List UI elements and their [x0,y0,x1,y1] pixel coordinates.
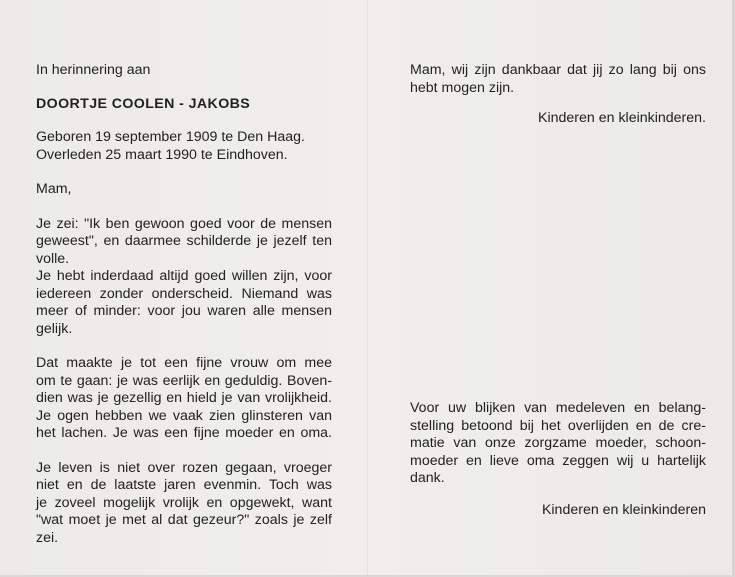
death-line: Overleden 25 maart 1990 te Eindhoven. [36,146,288,163]
text-line: het lachen. Je was een fijne moeder en oma. [36,425,332,441]
intro-text: In herinnering aan [36,62,151,78]
text-line: gelijk. [36,320,73,337]
text-line: iedereen zonder onderscheid. Niemand was [36,285,332,302]
deceased-name: DOORTJE COOLEN - JAKOBS [36,95,251,112]
text-line: Je ogen hebben we vaak zien glinsteren van [36,407,332,424]
text-line: "wat moet je met al dat gezeur?" zoals je zelf [36,512,332,528]
text-line: stelling betoond bij het overlijden en de cre- [410,417,706,434]
text-line: hebt mogen zijn. [410,79,515,96]
paragraph-2 [36,355,332,443]
top-signature: Kinderen en kleinkinderen. [538,110,706,126]
text-line: dank. [410,470,445,486]
text-line: geweest", en daarmee schilderde je jezelf ten [36,233,332,249]
text-line: moeder en lieve oma zeggen wij u hartelijk [410,452,706,469]
text-line: Voor uw blijken van medeleven en belang- [410,400,706,416]
birth-line: Geboren 19 september 1909 te Den Haag. [36,129,305,145]
text-line: volle. [36,250,70,267]
text-line: je zoveel mogelijk vrolijk en opgewekt, want [36,494,332,511]
left-page [36,62,332,547]
text-line: meer of minder: voor jou waren alle mensen [36,303,332,319]
right-thanks-block [410,400,706,519]
text-line: Je leven is niet over rozen gegaan, vroeger [36,459,332,476]
salutation: Mam, [36,181,72,197]
text-line: om te gaan: je was eerlijk en geduldig. Boven- [36,372,332,389]
paragraph-3 [36,460,332,548]
bottom-signature: Kinderen en kleinkinderen [541,501,706,518]
text-line: Je zei: "Ik ben gewoon goed voor de mensen [36,215,332,232]
text-line: Mam, wij zijn dankbaar dat jij zo lang bij ons [410,62,706,78]
text-line: Je hebt inderdaad altijd goed willen zijn, voor [36,268,332,284]
card-fold [367,0,368,577]
text-line: Dat maakte je tot een fijne vrouw om mee [36,355,332,371]
text-line: zei. [36,529,59,546]
text-line: dien was je gezellig en hield je van vrolijkheid. [36,390,332,406]
text-line: niet en de laatste jaren evenmin. Toch was [36,477,332,493]
text-line: matie van onze zorgzame moeder, schoon- [410,435,706,451]
paragraph-1 [36,216,332,339]
right-top-block [410,62,706,128]
